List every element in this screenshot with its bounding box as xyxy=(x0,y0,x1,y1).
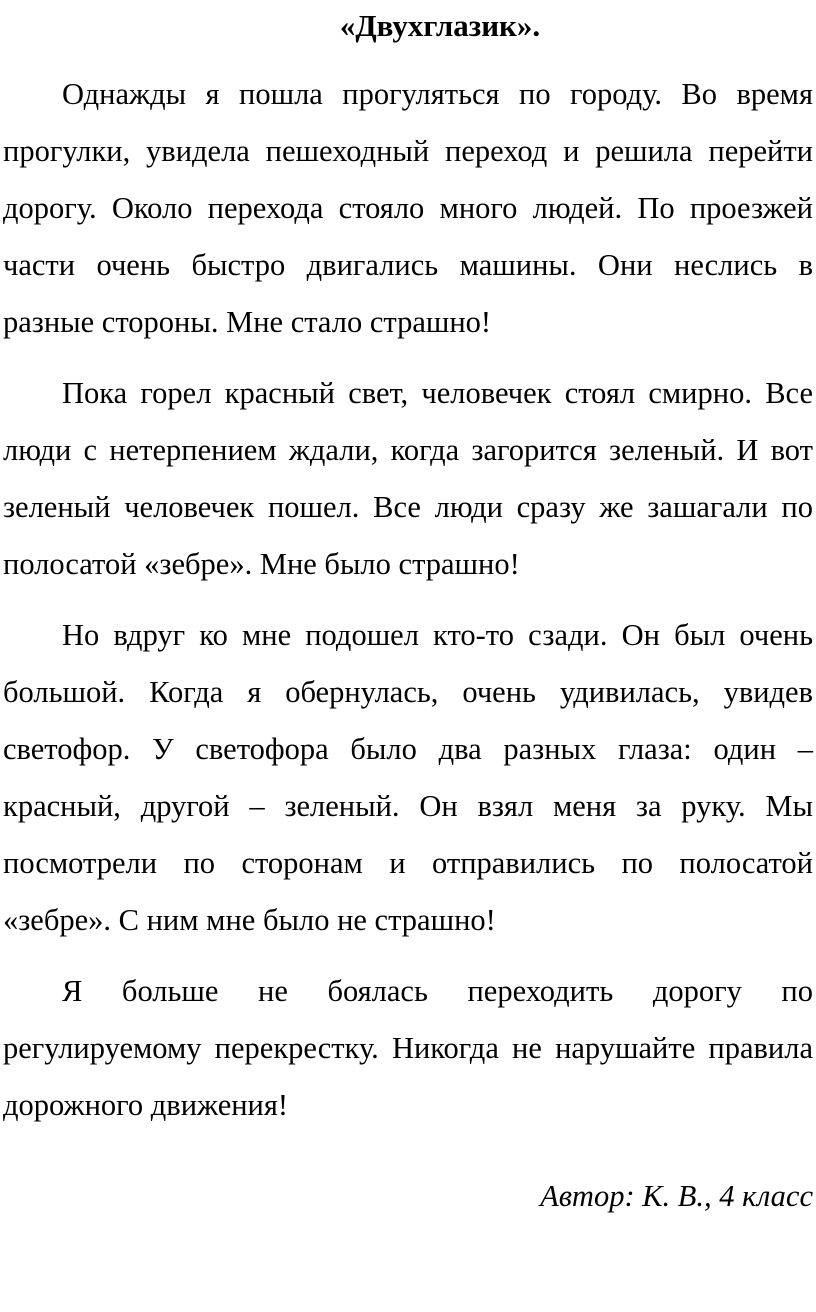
paragraph-1: Однажды я пошла прогуляться по городу. Во время прогулки, увидела пешеходный переход и решила перейти дорогу. Около перехода стояло много людей. По проезжей части очень быстро двигались машины. Они неслись в разные стороны. Мне стало страшно! xyxy=(3,77,813,339)
author-signature: Автор: К. В., 4 класс xyxy=(540,1179,813,1213)
paragraph-2: Пока горел красный свет, человечек стоял смирно. Все люди с нетерпением ждали, когда загорится зеленый. И вот зеленый человечек пошел. Все люди сразу же зашагали по полосатой «зебре». Мне было страшно! xyxy=(3,376,813,581)
paragraph-4: Я больше не боялась переходить дорогу по регулируемому перекрестку. Никогда не нарушайте правила дорожного движения! xyxy=(3,974,813,1122)
story-title: «Двухглазик». xyxy=(339,8,541,43)
paragraph-3: Но вдруг ко мне подошел кто-то сзади. Он был очень большой. Когда я обернулась, очень удивилась, увидев светофор. У светофора было два разных глаза: один – красный, другой – зеленый. Он взял меня за руку. Мы посмотрели по сторонам и отправились по полосатой «зебре». С ним мне было не страшно! xyxy=(3,618,813,937)
